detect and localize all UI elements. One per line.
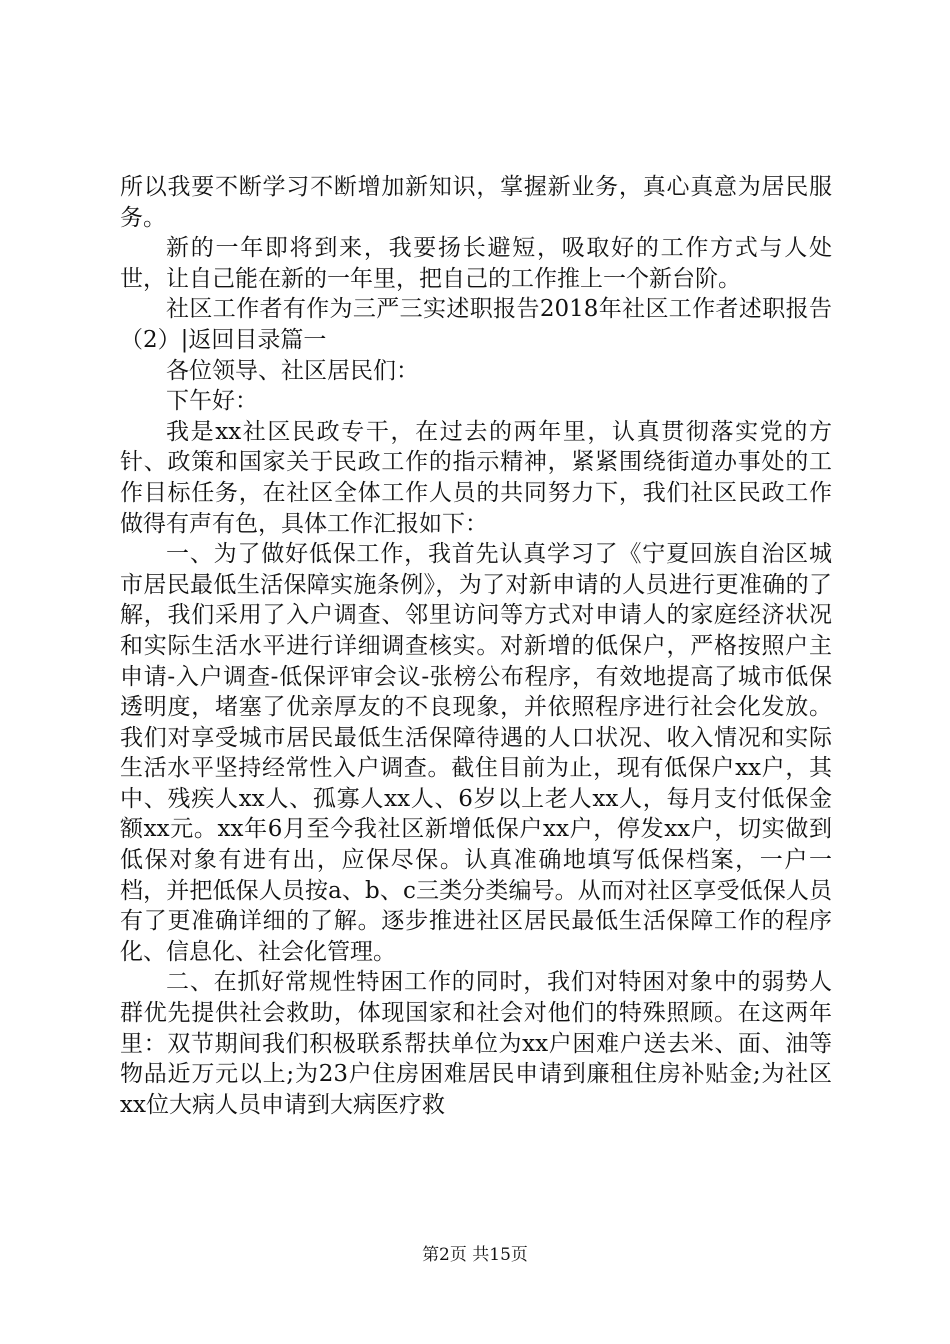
paragraph: 二、在抓好常规性特困工作的同时，我们对特困对象中的弱势人群优先提供社会救助，体现国家和社会对他们的特殊照顾。在这两年里：双节期间我们积极联系帮扶单位为xx户困难户送去米、面、油等物品近万元以上;为23户住房困难居民申请到廉租住房补贴金;为社区xx位大病人员申请到大病医疗救: [120, 969, 832, 1118]
page-number-footer: 第2页 共15页: [422, 1245, 528, 1265]
paragraph: 一、为了做好低保工作，我首先认真学习了《宁夏回族自治区城市居民最低生活保障实施条例》，为了对新申请的人员进行更准确的了解，我们采用了入户调查、邻里访问等方式对申请人的家庭经济状况和实际生活水平进行详细调查核实。对新增的低保户，严格按照户主申请-入户调查-低保评审会议-张榜公布程序，有效地提高了城市低保透明度，堵塞了优亲厚友的不良现象，并依照程序进行社会化发放。我们对享受城市居民最低生活保障待遇的人口状况、收入情况和实际生活水平坚持经常性入户调查。截住目前为止，现有低保户xx户，其中、残疾人xx人、孤寡人xx人、6岁以上老人xx人，每月支付低保金额xx元。xx年6月至今我社区新增低保户xx户，停发xx户，切实做到低保对象有进有出，应保尽保。认真准确地填写低保档案，一户一档，并把低保人员按a、b、c三类分类编号。从而对社区享受低保人员有了更准确详细的了解。逐步推进社区居民最低生活保障工作的程序化、信息化、社会化管理。: [120, 541, 832, 965]
salutation: 各位领导、社区居民们：: [166, 357, 419, 384]
paragraph-continuation: 所以我要不断学习不断增加新知识，掌握新业务，真心真意为居民服务。: [120, 174, 832, 231]
paragraph: 新的一年即将到来，我要扬长避短，吸取好的工作方式与人处世，让自己能在新的一年里，把自己的工作推上一个新台阶。: [120, 235, 832, 292]
document-body: [120, 172, 832, 1120]
paragraph: 我是xx社区民政专干，在过去的两年里，认真贯彻落实党的方针、政策和国家关于民政工作的指示精神，紧紧围绕街道办事处的工作目标任务，在社区全体工作人员的共同努力下，我们社区民政工作做得有声有色，具体工作汇报如下：: [120, 418, 832, 537]
section-heading: 社区工作者有作为三严三实述职报告2018年社区工作者述职报告（2）|返回目录篇一: [120, 296, 832, 353]
greeting: 下午好：: [166, 388, 258, 415]
